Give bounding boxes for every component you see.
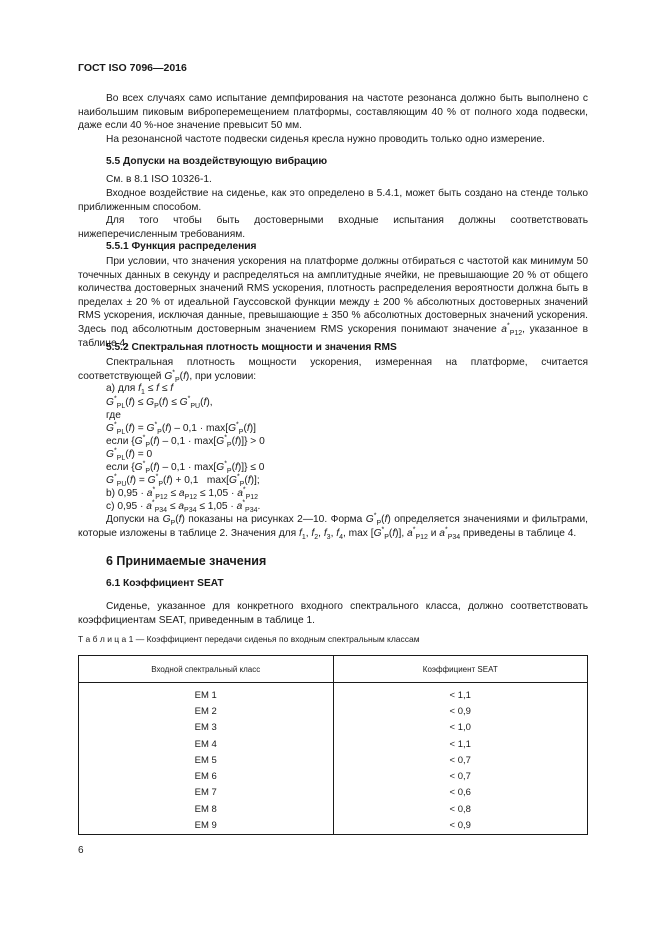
formula-gpu: $G^*_{PU}(f) = G^*_P(f) + 0,1$ $\max[G^*_P(f)]$; (106, 473, 260, 489)
table-row (79, 736, 588, 752)
intro-paragraph-1: Во всех случаях само испытание демпфирования на частоте резонанса должно быть выполнено с наибольшим пиковым виброперемещением платформы, составляющим 40 % от полного хода подвески, даже если 40 %-ное значение превысит 50 мм. (78, 93, 588, 132)
table-row (79, 687, 588, 703)
class-cell: EM 3 (79, 720, 334, 736)
intro-paragraph-2: На резонансной частоте подвески сиденья кресла нужно проводить только одно измерение. (106, 134, 545, 145)
class-cell: EM 4 (79, 736, 334, 752)
class-cell: EM 9 (79, 817, 334, 834)
col-header-seat: Коэффициент SEAT (333, 656, 588, 683)
class-cell: EM 7 (79, 785, 334, 801)
class-cell: EM 2 (79, 703, 334, 719)
table-row (79, 703, 588, 719)
seat-table (78, 655, 588, 835)
class-cell: EM 1 (79, 687, 334, 703)
page-header: ГОСТ ISO 7096—2016 (78, 62, 187, 74)
page-number: 6 (78, 845, 84, 856)
class-cell: EM 5 (79, 752, 334, 768)
seat-cell: < 0,8 (333, 801, 588, 817)
seat-cell: < 0,9 (333, 703, 588, 719)
seat-cell: < 0,7 (333, 768, 588, 784)
table-row (79, 720, 588, 736)
condition-1: если $\{G^*_P(f) - 0,1 \cdot \max[G^*_P(f)]\} > 0$ (106, 434, 265, 450)
seat-cell: < 1,1 (333, 736, 588, 752)
section-5-5-title: 5.5 Допуски на воздействующую вибрацию (106, 156, 328, 167)
s551-paragraph: При условии, что значения ускорения на платформе должны отбираться с частотой как минимум 50 точечных данных в секунду и распределяться на амплитудные ячейки, не превышающие 20 % от общего количества достоверных значений RMS ускорения, плотность распределения вероятности должна быть в пределах ± 20 % от идеальной Гауссовской функции между ± 200 % абсолютных достоверных значений RMS ускорения, исключая данные, превышающие ± 350 % абсолютных достоверных значений ускорения. Здесь под абсолютным достоверным значением RMS ускорения понимают значение $a^*_{P12}$, указанное в таблице 4. (78, 256, 588, 349)
s55-p1: См. в 8.1 ISO 10326-1. (106, 174, 212, 185)
condition-b: b) $0,95 \cdot a^*_{P12} \le a_{P12} \le 1,05 \cdot a^*_{P12}$ (106, 486, 259, 502)
class-cell: EM 8 (79, 801, 334, 817)
tolerance-paragraph: Допуски на $G_P(f)$ показаны на рисунках 2—10. Форма $G^*_P(f)$ определяется значениями и фильтрами, которые изложены в таблице 2. Значения для $f_1$, $f_2$, $f_3$, $f_4$, $\max [G^*_P(f)]$, $a^*_{P12}$ и $a^*_{P34}$ приведены в таблице 4. (78, 512, 588, 541)
formula-gpl-zero: $G^*_{PL}(f) = 0$ (106, 447, 153, 463)
seat-cell: < 0,7 (333, 752, 588, 768)
section-6-1-title: 6.1 Коэффициент SEAT (106, 578, 224, 589)
condition-a: а) для $f_1 \le f \le f$ (106, 383, 174, 397)
table-row (79, 817, 588, 834)
table-caption: Т а б л и ц а 1 — Коэффициент передачи сиденья по входным спектральным классам (78, 634, 420, 644)
class-cell: EM 6 (79, 768, 334, 784)
formula-range: $G^*_{PL}(f) \le G_P(f) \le G^*_{PU}(f)$, (106, 395, 213, 411)
seat-cell: < 1,1 (333, 687, 588, 703)
condition-c: c) $0,95 \cdot a^*_{P34} \le a_{P34} \le 1,05 \cdot a^*_{P34}$. (106, 499, 261, 515)
seat-cell: < 0,9 (333, 817, 588, 834)
section-6-title: 6 Принимаемые значения (106, 554, 267, 568)
seat-cell: < 1,0 (333, 720, 588, 736)
where-label: где (106, 410, 121, 421)
formula-gpl: $G^*_{PL}(f) = G^*_P(f) - 0,1 \cdot \max[G^*_P(f)]$ (106, 421, 256, 437)
s55-p2: Входное воздействие на сиденье, как это определено в 5.4.1, может быть создано на стенде только приближенным способом. (78, 188, 588, 213)
table-row (79, 785, 588, 801)
s552-paragraph: Спектральная плотность мощности ускорения, измеренная на платформе, считается соответствующей $G^*_P(f)$, при условии: (78, 357, 588, 384)
table-row (79, 768, 588, 784)
seat-cell: < 0,6 (333, 785, 588, 801)
s61-paragraph: Сиденье, указанное для конкретного входного спектрального класса, должно соответствовать коэффициентам SEAT, приведенным в таблице 1. (78, 601, 588, 626)
table-row (79, 801, 588, 817)
section-5-5-1-title: 5.5.1 Функция распределения (106, 241, 257, 252)
condition-2: если $\{G^*_P(f) - 0,1 \cdot \max[G^*_P(f)]\} \le 0$ (106, 460, 265, 476)
col-header-class: Входной спектральный класс (79, 656, 334, 683)
s55-p3: Для того чтобы быть достоверными входные испытания должны соответствовать нижеперечисленным требованиям. (78, 215, 588, 240)
section-5-5-2-title: 5.5.2 Спектральная плотность мощности и значения RMS (106, 342, 397, 353)
table-row (79, 752, 588, 768)
